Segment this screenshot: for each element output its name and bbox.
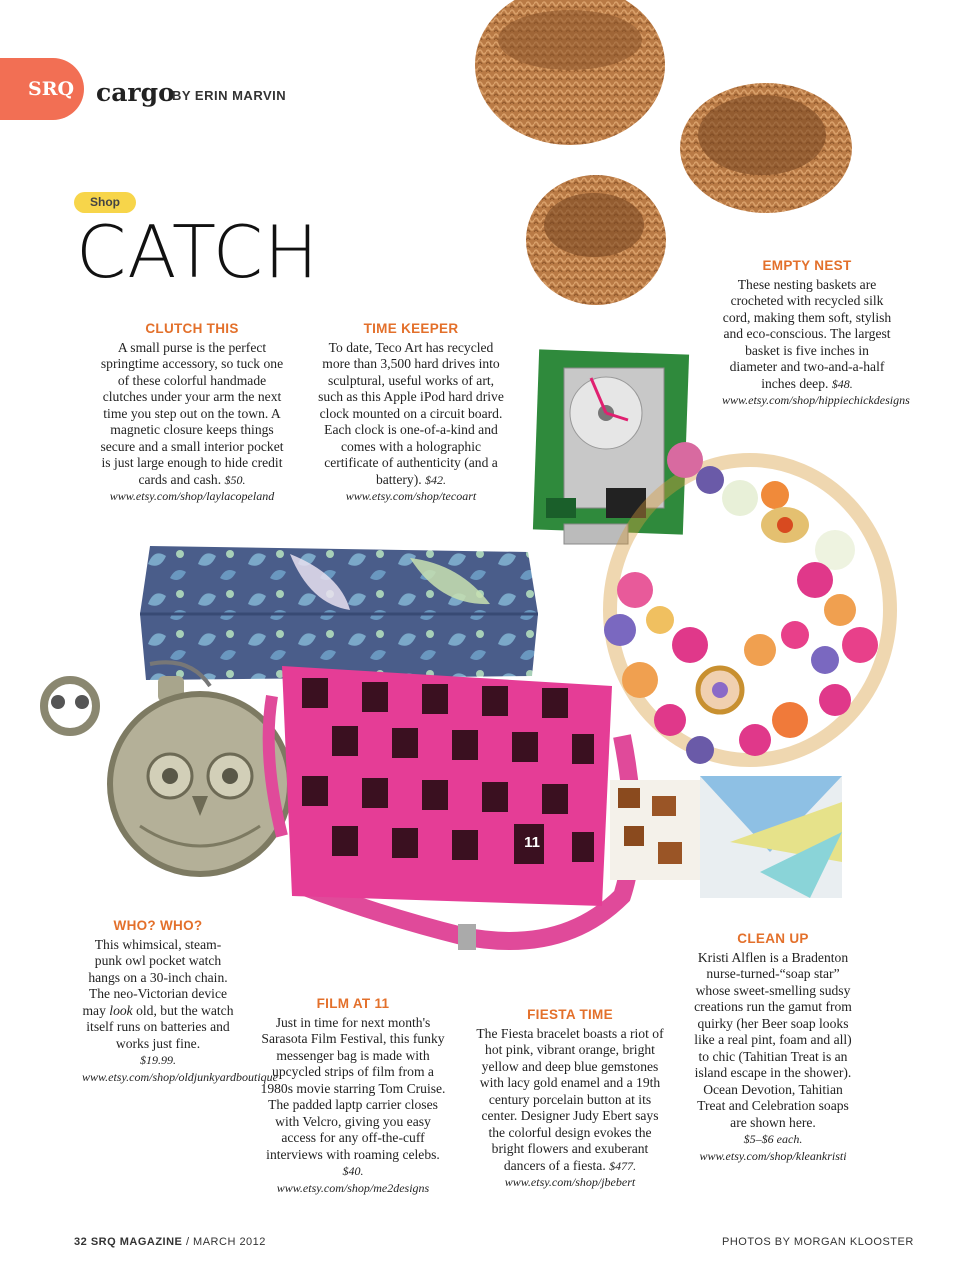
film-messenger-bag-photo [262,656,642,986]
shop-link[interactable]: www.etsy.com/shop/hippiechickdesigns [722,393,910,407]
article-title: FILM AT 11 [316,996,390,1011]
article-title: TIME KEEPER [363,321,459,336]
price: $5–$6 each. [743,1132,803,1146]
article-title: WHO? WHO? [113,918,203,933]
article-who-who [82,918,278,1085]
column-name: cargo [96,78,175,107]
shop-link[interactable]: $19.99. www.etsy.com/shop/oldjunkyardboutique [82,1053,278,1084]
category-pill: Shop [74,192,136,213]
article-title: CLUTCH THIS [145,321,239,336]
article-body: This whimsical, steam-punk owl pocket watch hangs on a 30-inch chain. The neo-Victorian device may look old, but the watch itself runs on batteries and works just fine. [82,936,234,1051]
shop-link[interactable]: www.etsy.com/shop/me2designs [276,1180,430,1195]
article-body: To date, Teco Art has recycled more than 3,500 hard drives into sculptural, useful works of art, such as this Apple iPod hard drive clock mounted on a circuit board. Each clock is one-of-a-kind and comes with a holographic certificate of authenticity (and a battery). $42. [318,339,504,487]
soap-bars-photo [610,772,846,902]
bag-badge-number: 11 [524,834,540,851]
price: $48. [831,376,853,391]
article-body: Just in time for next month's Sarasota Film Festival, this funky messenger bag is made with upcycled strips of film from a 1980s movie starring Tom Cruise. The padded laptp carrier closes with Velcro, giving you easy access for any off-the-cuff interviews with roaming celebs. $40. [260,1014,446,1178]
article-body: The Fiesta bracelet boasts a riot of hot pink, vibrant orange, bright yellow and deep blue gemstones with lacy gold enamel and a 19th century porcelain button at its center. Designer Judy Ebert says the colorful design evokes the bright flowers and exuberant dancers of a fiesta. $477. [476,1025,664,1173]
article-clutch-this [100,321,284,505]
shop-link[interactable]: www.etsy.com/shop/kleankristi [699,1148,847,1163]
shop-link[interactable]: www.etsy.com/shop/jbebert [504,1175,636,1189]
section-tab: SRQ [0,58,84,120]
photo-credit: PHOTOS BY MORGAN KLOOSTER [722,1236,914,1248]
shop-link[interactable]: www.etsy.com/shop/laylacopeland [109,489,275,503]
issue-date: / MARCH 2012 [185,1236,266,1248]
price: $50. [224,472,246,487]
byline: BY ERIN MARVIN [172,88,287,103]
article-fiesta-time [476,1007,664,1191]
article-title: FIESTA TIME [527,1007,613,1022]
article-body: Kristi Alflen is a Bradenton nurse-turned-“soap star” whose sweet-smelling sudsy creations run the gamut from quirky (her Beer soap looks like a real pint, foam and all) to chic (Tahitian Treat is an island escape in the shower). Ocean Devotion, Tahitian Treat and Celebration soaps are shown here. [694,949,852,1130]
article-empty-nest [722,258,910,409]
article-time-keeper [318,321,504,505]
article-body: A small purse is the perfect springtime accessory, so tuck one of these colorful handmade clutches under your arm the next time you step out on the town. A magnetic closure keeps things secure and a small interior pocket is just large enough to hide credit cards and cash. $50. [100,339,284,487]
price: $477. [609,1158,637,1173]
shop-link[interactable]: www.etsy.com/shop/tecoart [345,489,477,503]
page-number: 32 [74,1236,88,1248]
page-footer [74,1236,266,1248]
price: $40. [342,1164,364,1178]
price: $19.99. [140,1053,176,1067]
price: $42. [425,472,447,487]
article-title: CLEAN UP [737,931,809,946]
article-body: These nesting baskets are crocheted with recycled silk cord, making them soft, stylish and eco-conscious. The largest basket is five inches in diameter and two-and-a-half inches deep. $48. [722,276,892,391]
article-clean-up [694,931,852,1164]
owl-pocket-watch-photo [40,656,280,886]
article-film-at-11 [258,996,448,1196]
page-title: CATCH [76,210,320,294]
article-title: EMPTY NEST [762,258,852,273]
magazine-name: SRQ MAGAZINE [90,1236,183,1248]
